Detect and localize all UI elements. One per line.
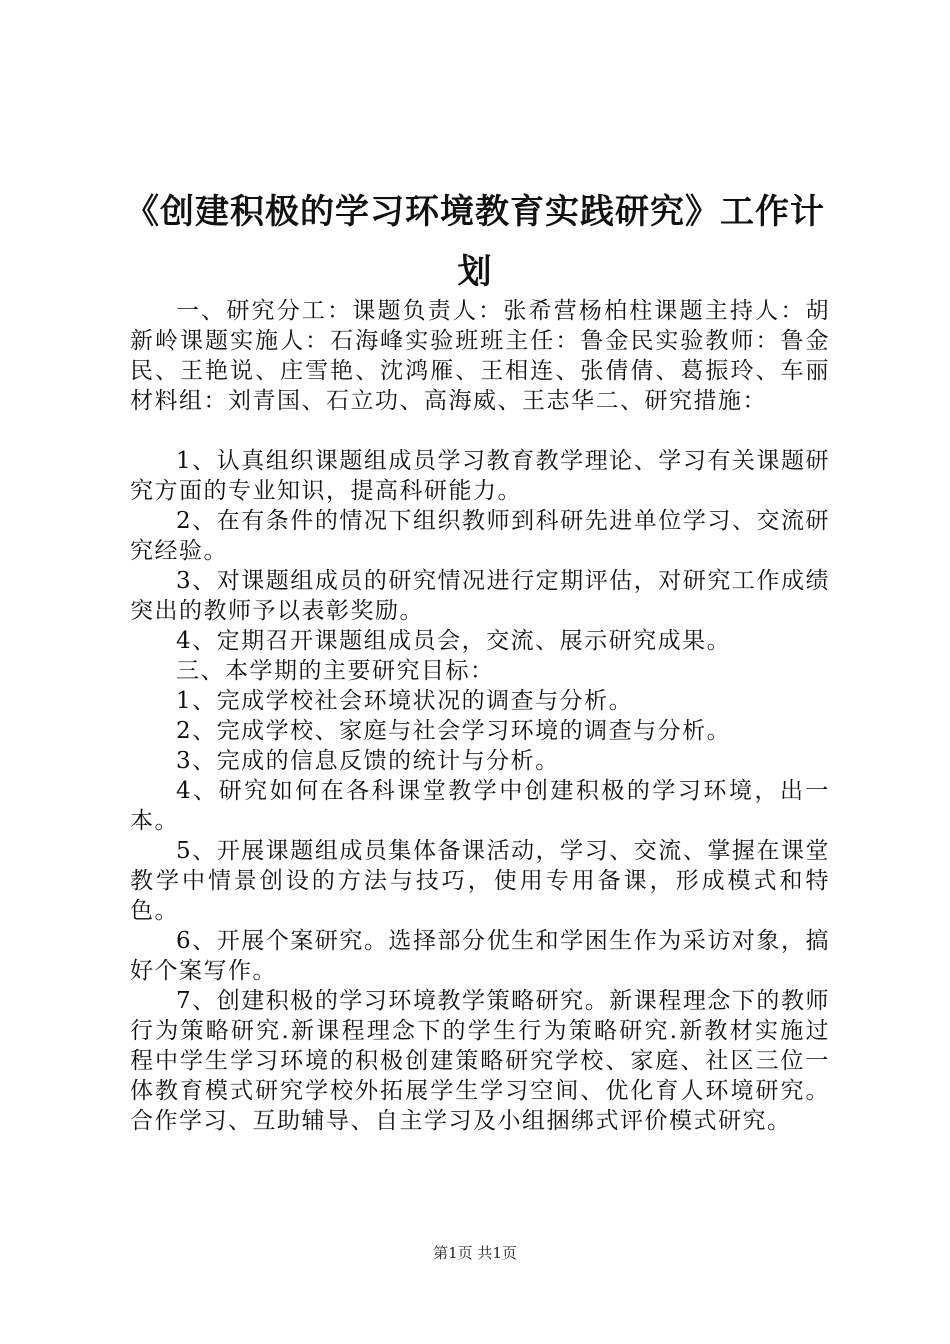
document-title: 《创建积极的学习环境教育实践研究》工作计划 [125,192,825,292]
paragraph-goal-4: 4、研究如何在各科课堂教学中创建积极的学习环境，出一本。 [130,778,830,834]
blank-line [130,416,830,446]
paragraph-goal-2: 2、完成学校、家庭与社会学习环境的调查与分析。 [176,718,732,744]
document-body [130,296,830,1136]
paragraph-measure-2: 2、在有条件的情况下组织教师到科研先进单位学习、交流研究经验。 [130,508,830,564]
paragraph-goal-5: 5、开展课题组成员集体备课活动，学习、交流、掌握在课堂教学中情景创设的方法与技巧，使用专用备课，形成模式和特色。 [130,838,830,924]
paragraph-goal-6: 6、开展个案研究。选择部分优生和学困生作为采访对象，搞好个案写作。 [130,928,830,984]
paragraph-goal-3: 3、完成的信息反馈的统计与分析。 [176,748,560,774]
paragraph-division-of-work: 一、研究分工：课题负责人：张希营杨柏柱课题主持人：胡新岭课题实施人：石海峰实验班班主任：鲁金民实验教师：鲁金民、王艳说、庄雪艳、沈鸿雁、王相连、张倩倩、葛振玲、车丽材料组：刘青国、石立功、高海威、王志华二、研究措施： [130,298,830,414]
paragraph-measure-4: 4、定期召开课题组成员会，交流、展示研究成果。 [176,628,732,654]
page-footer: 第1页 共1页 [433,1244,517,1262]
paragraph-measure-3: 3、对课题组成员的研究情况进行定期评估，对研究工作成绩突出的教师予以表彰奖励。 [130,568,830,624]
section-heading-goals: 三、本学期的主要研究目标： [176,658,495,684]
paragraph-goal-1: 1、完成学校社会环境状况的调查与分析。 [176,688,634,714]
paragraph-measure-1: 1、认真组织课题组成员学习教育教学理论、学习有关课题研究方面的专业知识，提高科研能力。 [130,448,830,504]
paragraph-goal-7: 7、创建积极的学习环境教学策略研究。新课程理念下的教师行为策略研究.新课程理念下的学生行为策略研究.新教材实施过程中学生学习环境的积极创建策略研究学校、家庭、社区三位一体教育模式研究学校外拓展学生学习空间、优化育人环境研究。合作学习、互助辅导、自主学习及小组捆绑式评价模式研究。 [130,988,830,1134]
